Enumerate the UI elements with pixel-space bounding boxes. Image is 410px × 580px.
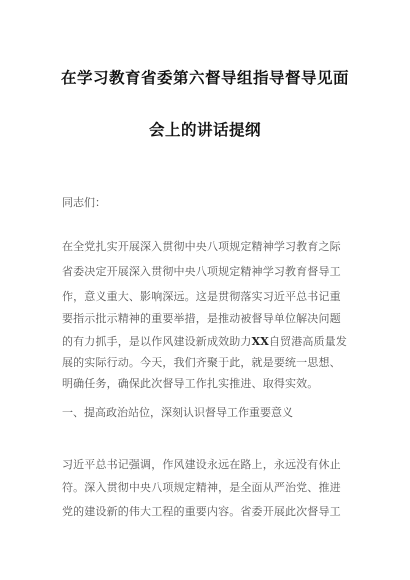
- paragraph-1-line-6: 展的实际行动。今天，我们齐聚于此，就是要统一思想、: [62, 356, 341, 369]
- paragraph-1-line-2: 省委决定开展深入贯彻中央八项规定精神学习教育督导工: [62, 265, 341, 278]
- paragraph-1-line-5: [62, 335, 362, 348]
- paragraph-1-line-3: 作，意义重大、影响深远。这是贯彻落实习近平总书记重: [62, 290, 341, 303]
- paragraph-2-line-1: 习近平总书记强调，作风建设永远在路上，永远没有休止: [62, 458, 341, 471]
- paragraph-2-line-2: 符。深入贯彻中央八项规定精神，是全面从严治党、推进: [62, 481, 341, 494]
- document-title-line-1: 在学习教育省委第六督导组指导督导见面: [60, 68, 349, 87]
- paragraph-1-line-5-part-2: 自贸港高质量发: [268, 335, 347, 348]
- paragraph-1-line-7: 明确任务，确保此次督导工作扎实推进、取得实效。: [62, 377, 319, 390]
- paragraph-2-line-3: 党的建设新的伟大工程的重要内容。省委开展此次督导工: [62, 505, 341, 518]
- paragraph-1-line-5-part-1: 的有力抓手，是以作风建设新成效助力: [62, 335, 252, 348]
- document-title-line-2: 会上的讲话提纲: [148, 120, 261, 139]
- paragraph-1-line-4: 要指示批示精神的重要举措，是推动被督导单位解决问题: [62, 312, 341, 325]
- paragraph-1-line-1: 在全党扎实开展深入贯彻中央八项规定精神学习教育之际: [62, 240, 341, 253]
- section-heading-1: 一、提高政治站位，深刻认识督导工作重要意义: [62, 406, 293, 419]
- paragraph-1-line-5-emphasis: XX: [251, 335, 269, 348]
- greeting: 同志们：: [62, 196, 106, 209]
